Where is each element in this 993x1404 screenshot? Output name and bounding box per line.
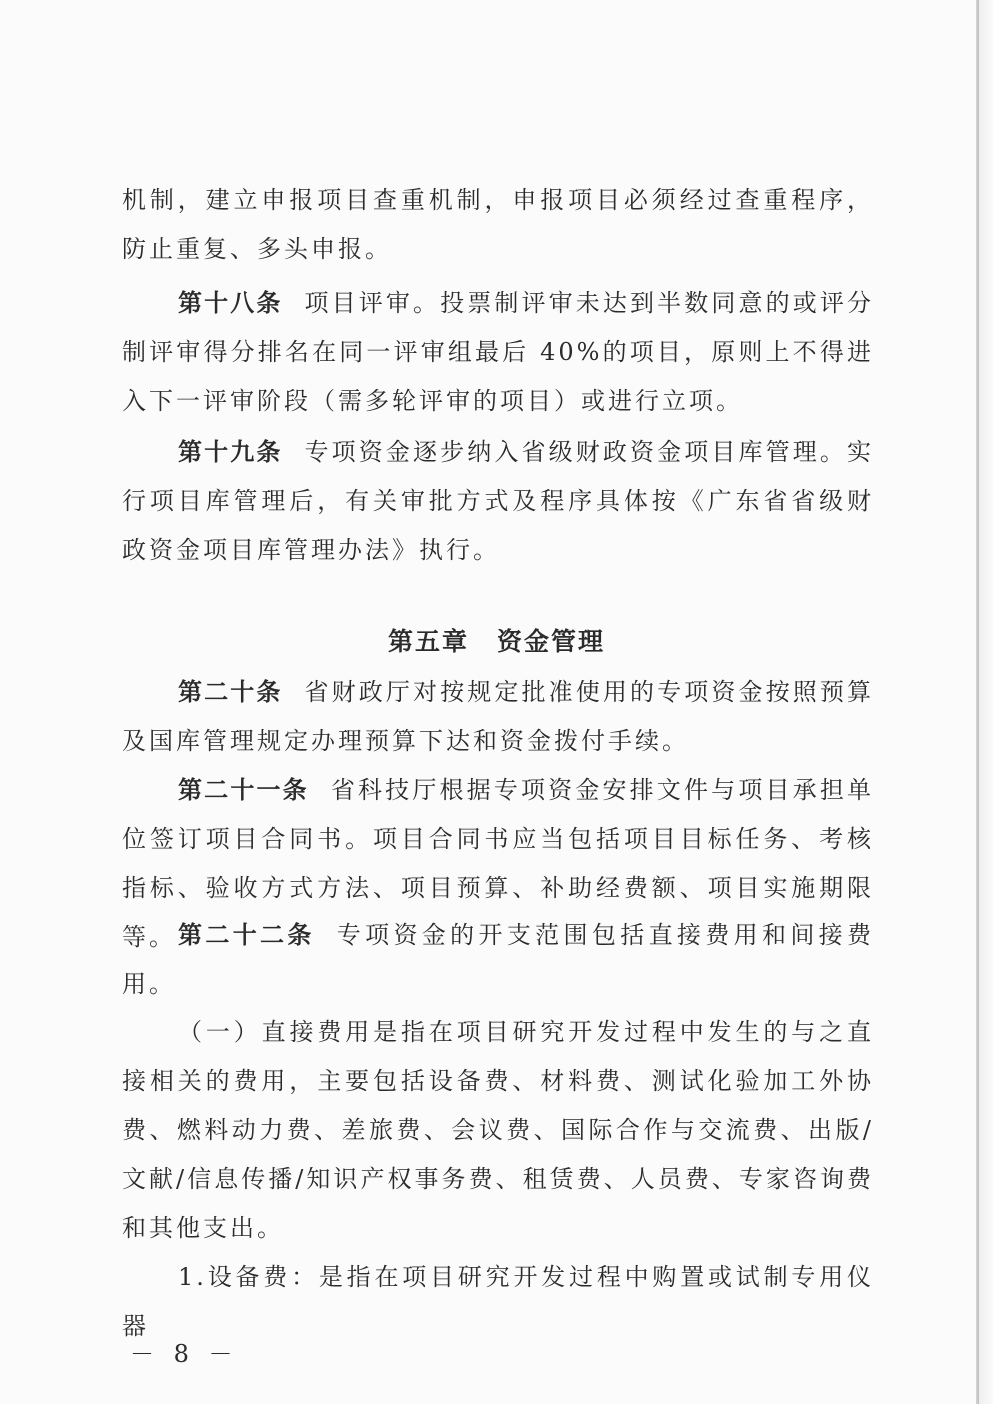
article-18 xyxy=(122,278,874,426)
paragraph-text: 1.设备费：是指在项目研究开发过程中购置或试制专用仪器 xyxy=(122,1263,874,1340)
paragraph-text: 机制，建立申报项目查重机制，申报项目必须经过查重程序，防止重复、多头申报。 xyxy=(122,186,874,263)
article-22 xyxy=(122,910,874,1009)
chapter-heading xyxy=(0,622,993,658)
article-title: 第二十一条 xyxy=(178,775,309,804)
paragraph-continuation xyxy=(122,176,874,274)
article-title: 第十九条 xyxy=(178,437,283,466)
paragraph-text: （一）直接费用是指在项目研究开发过程中发生的与之直接相关的费用，主要包括设备费、材料费、测试化验加工外协费、燃料动力费、差旅费、会议费、国际合作与交流费、出版/文献/信息传播/知识产权事务费、租赁费、人员费、专家咨询费和其他支出。 xyxy=(122,1018,874,1242)
article-title: 第二十条 xyxy=(178,677,283,706)
article-text: 省财政厅对按规定批准使用的专项资金按照预算及国库管理规定办理预算下达和资金拨付手续。 xyxy=(122,678,874,755)
article-title: 第二十二条 xyxy=(178,920,315,949)
article-title: 第十八条 xyxy=(178,288,283,317)
paragraph-direct-costs xyxy=(122,1008,874,1253)
chapter-number: 第五章 xyxy=(387,627,469,656)
article-text: 省科技厅根据专项资金安排文件与项目承担单位签订项目合同书。项目合同书应当包括项目目标任务、考核指标、验收方式方法、项目预算、补助经费额、项目实施期限等。 xyxy=(122,776,875,951)
article-text: 专项资金的开支范围包括直接费用和间接费用。 xyxy=(122,921,875,998)
article-text: 项目评审。投票制评审未达到半数同意的或评分制评审得分排名在同一评审组最后 40%的项目，原则上不得进入下一评审阶段（需多轮评审的项目）或进行立项。 xyxy=(122,289,874,415)
chapter-name: 资金管理 xyxy=(497,627,606,656)
article-19 xyxy=(122,427,874,575)
article-20 xyxy=(122,667,874,766)
page-number: － 8 － xyxy=(130,1340,239,1368)
page-edge-shadow xyxy=(979,0,993,1404)
article-text: 专项资金逐步纳入省级财政资金项目库管理。实行项目库管理后，有关审批方式及程序具体按《广东省省级财政资金项目库管理办法》执行。 xyxy=(122,438,874,564)
page-edge-line xyxy=(976,0,979,1404)
